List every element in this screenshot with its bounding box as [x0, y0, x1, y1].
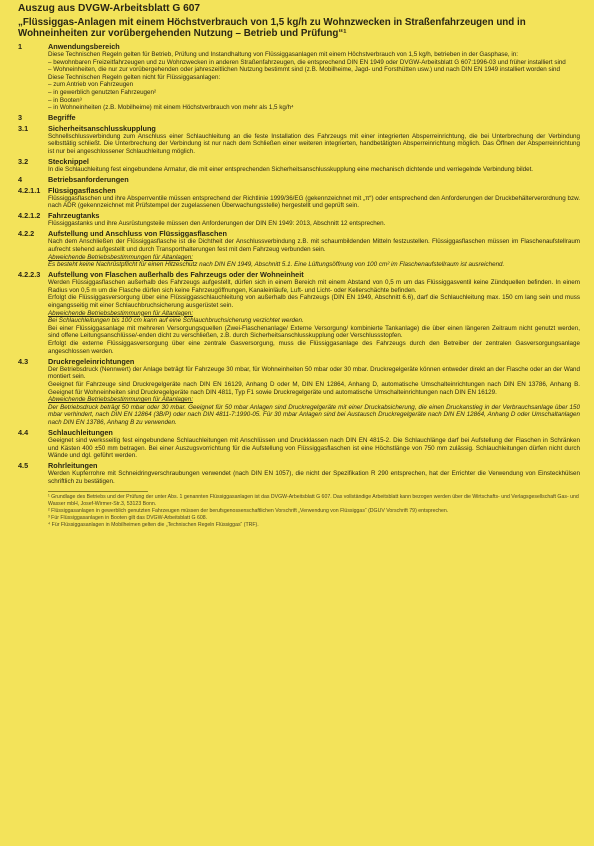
footnote-divider	[48, 491, 148, 492]
section-number: 4.2.1.2	[18, 211, 41, 221]
section-title: Fahrzeugtanks	[48, 211, 100, 221]
section-heading	[18, 211, 580, 220]
paragraph: Geeignet sind werksseitig fest eingebundene Schlauchleitungen mit Anschlüssen und Druckklassen nach DIN EN 4815-2. Die Schlauchlänge darf bei Aufstellung der Flaschen in Schränken und Kästen 400 ±50 mm betragen. Bei einer Auszugsvorrichtung für die Aufstellung von Flüssiggasflaschen ist eine Höchstlänge von 750 mm zulässig. Schlauchleitungen dürfen nicht durch Wände und dgl. geführt werden.	[48, 436, 580, 460]
exception-heading: Abweichende Betriebsbestimmungen für Altanlagen:	[48, 253, 193, 261]
paragraph: – Wohneinheiten, die nur zur vorübergehenden oder jahreszeitlichen Nutzung bestimmt sind (z.B. Mobilheime, Jagd- und Forsthütten usw.) und nach DIN EN 1949 installiert worden sind	[48, 66, 560, 74]
exception-heading: Abweichende Betriebsbestimmungen für Altanlagen:	[48, 396, 193, 404]
section-body	[48, 195, 580, 210]
section-heading	[18, 428, 580, 437]
paragraph: Schnellschlussverbindung zum Anschluss einer Schlauchleitung an die feste Installation des Fahrzeugs mit einer integrierten Absperreinrichtung, die bei Unterbrechung der Verbindung selbsttätig schließt. Die Unterbrechung der Verbindung ist nur nach dem Schließen einer weiteren integrierten, handbetätigten Absperreinrichtung möglich. Das Öffnen der Absperreinrichtung ist nur bei angeschlossener Schlauchleitung möglich.	[48, 132, 580, 155]
section	[18, 229, 580, 268]
paragraph: Geeignet für Fahrzeuge sind Druckregelgeräte nach DIN EN 16129, Anhang D oder M, DIN EN 12864, Anhang D, automatische Umschalteinrichtungen nach DIN EN 13786, Anhang B. Geeignet für Wohneinheiten sind Druckregelgeräte nach DIN 4811, Typ F1 sowie Druckregelgeräte und automatische Umschalteinrichtungen nach DIN EN 16129.	[48, 380, 580, 396]
section-body	[48, 279, 580, 355]
section	[18, 211, 580, 228]
section-body	[48, 51, 580, 112]
section-title: Flüssiggasflaschen	[48, 185, 116, 195]
section	[18, 175, 580, 184]
section-number: 4.5	[18, 461, 29, 471]
paragraph: Werden Kupferrohre mit Schneidringverschraubungen verwendet (nach DIN EN 1057), die nicht der Spezifikation R 290 entsprechen, hat der Errichter die Verwendung von Einsteckhülsen schriftlich zu bestätigen.	[48, 470, 580, 485]
section-number: 4	[18, 175, 23, 185]
section-heading	[18, 461, 580, 470]
paragraph: Flüssiggastanks und ihre Ausrüstungsteile müssen den Anforderungen der DIN EN 1949: 2013, Abschnitt 12 entsprechen.	[48, 220, 386, 228]
section-title: Aufstellung und Anschluss von Flüssiggasflaschen	[48, 229, 227, 239]
document-page	[18, 3, 580, 843]
exception-heading: Abweichende Betriebsbestimmungen für Altanlagen:	[48, 309, 193, 317]
footnote: ⁴ Für Flüssiggasanlagen in Mobilheimen gelten die „Technischen Regeln Flüssiggas“ (TRF).	[48, 521, 259, 528]
section	[18, 157, 580, 174]
section-heading	[18, 157, 580, 166]
section-body	[48, 470, 580, 485]
footnote: ¹ Grundlage des Betriebs und der Prüfung der unter Abs. 1 genannten Flüssiggasanlagen ist das DVGW-Arbeitsblatt G 607. Das vollständige Arbeitsblatt kann bezogen werden über die Wirtschafts- und Verlagsgesellschaft Gas- und Wasser mbH, Josef-Wirmer-Str.3, 53123 Bonn.	[48, 494, 579, 507]
section-body	[48, 220, 580, 228]
sections-container	[18, 42, 580, 485]
section-number: 3	[18, 113, 23, 123]
section-heading	[18, 42, 580, 51]
footnote: ³ Für Flüssiggasanlagen in Booten gilt das DVGW-Arbeitsblatt G 608.	[48, 514, 208, 521]
section-title: Rohrleitungen	[48, 461, 98, 471]
section-heading	[18, 186, 580, 195]
paragraph: Bei einer Flüssiggasanlage mit mehreren Versorgungsquellen (Zwei-Flaschenanlage/ Externe Versorgung/ kombinierte Tankanlage) die über einen längeren Zeitraum nicht genutzt werden, sind offene Leitungsanschlüsse/-enden dicht zu verschließen, z.B. durch Sicherheitsanschlusskupplung oder Verschlussstopfen.	[48, 324, 580, 340]
section-body	[48, 166, 580, 174]
footnote: ² Flüssiggasanlagen in gewerblich genutzten Fahrzeugen müssen der berufsgenossenschaftlichen Vorschrift „Verwendung von Flüssiggas“ (DGUV Vorschrift 79) entsprechen.	[48, 507, 449, 514]
section	[18, 270, 580, 355]
paragraph: Nach dem Anschließen der Flüssiggasflasche ist die Dichtheit der Anschlussverbindung z.B. mit schaumbildenden Mitteln festzustellen. Flüssiggasflaschen müssen im Flaschenaufstellraum aufrecht stehend aufgestellt und durch Transporthalterungen fest mit dem Fahrzeug verbunden sein.	[48, 238, 580, 253]
document-title: Auszug aus DVGW-Arbeitsblatt G 607	[18, 3, 201, 14]
section-body	[48, 437, 580, 460]
section-number: 3.2	[18, 157, 29, 167]
section-heading	[18, 270, 580, 279]
section-title: Begriffe	[48, 113, 76, 123]
section-number: 4.2.1.1	[18, 185, 41, 195]
section	[18, 357, 580, 427]
section-number: 4.2.2.3	[18, 270, 41, 280]
paragraph: – bewohnbaren Freizeitfahrzeugen und zu Wohnzwecken in anderen Straßenfahrzeugen, die entsprechend DIN EN 1949 oder DVGW-Arbeitsblatt G 607:1996-03 und früher installiert sind	[48, 58, 566, 66]
paragraph: Der Betriebsdruck beträgt 50 mbar oder 30 mbar. Geeignet für 50 mbar Anlagen sind Druckregelgeräte mit einer Druckabsicherung, die einen Druckanstieg in der Verbrauchsanlage über 150 mbar verhindert, nach DIN EN 12864 (3B/P) oder nach DIN 4811-7:1990-05. Für 30 mbar Anlagen sind bei Austausch Druckregelgeräte nach DIN EN 12864, Anhang D oder Umschaltanlagen nach DIN EN 13786, Anhang B zu verwenden.	[48, 403, 580, 426]
document-subtitle: „Flüssiggas-Anlagen mit einem Höchstverbrauch von 1,5 kg/h zu Wohnzwecken in Straßenfahrzeugen und in Wohneinheiten zur vorübergehenden Nutzung – Betrieb und Prüfung“¹	[18, 17, 526, 39]
section-heading	[18, 357, 580, 366]
paragraph: Der Betriebsdruck (Nennwert) der Anlage beträgt für Fahrzeuge 30 mbar, für Wohneinheiten 50 mbar oder 30 mbar. Druckregelgeräte können entweder direkt an der Flasche oder an der Wand montiert sein.	[48, 365, 580, 381]
paragraph: Erfolgt die externe Flüssiggasversorgung über eine zentrale Gasversorgung, muss die Flüssiggasanlage des Fahrzeugs durch den Betreiber der zentralen Gasversorgungsanlage angeschlossen werden.	[48, 340, 580, 355]
paragraph: Werden Flüssiggasflaschen außerhalb des Fahrzeugs aufgestellt, dürfen sich in einem Bereich mit einem Abstand von 0,5 m um das Flüssiggasventil keine Zündquellen befinden. In einem Radius von 0,5 m um die Flasche dürfen sich keine Fahrzeugöffnungen, Kanaleinläufe, Luft- und Licht- oder Kellerschächte befinden.	[48, 279, 580, 294]
section	[18, 186, 580, 210]
paragraph: Diese Technischen Regeln gelten für Betrieb, Prüfung und Instandhaltung von Flüssiggasanlagen mit einem Höchstverbrauch von 1,5 kg/h, betrieben in der Gasphase, in:	[48, 51, 518, 58]
section-title: Schlauchleitungen	[48, 427, 113, 437]
section-heading	[18, 124, 580, 133]
section-number: 3.1	[18, 123, 29, 133]
section-number: 4.3	[18, 356, 29, 366]
section-title: Aufstellung von Flaschen außerhalb des Fahrzeugs oder der Wohneinheit	[48, 270, 304, 280]
paragraph: Bei Schlauchleitungen bis 100 cm kann auf eine Schlauchbruchsicherung verzichtet werden.	[48, 317, 304, 325]
section-number: 1	[18, 42, 23, 51]
section-heading	[18, 113, 580, 122]
paragraph: Diese Technischen Regeln gelten nicht für Flüssiggasanlagen:	[48, 73, 221, 81]
paragraph: – in gewerblich genutzten Fahrzeugen²	[48, 88, 157, 96]
section-number: 4.4	[18, 427, 29, 437]
section-body	[48, 366, 580, 427]
section-body	[48, 133, 580, 156]
paragraph: – in Booten³	[48, 96, 82, 104]
section-title: Sicherheitsanschlusskupplung	[48, 123, 156, 133]
footnotes	[48, 494, 580, 528]
section-title: Stecknippel	[48, 157, 89, 167]
section-title: Anwendungsbereich	[48, 42, 120, 51]
section	[18, 124, 580, 156]
paragraph: In die Schlauchleitung fest eingebundene Armatur, die mit einer entsprechenden Sicherheitsanschlusskupplung eine mechanisch dichtende und verriegelnde Verbindung bildet.	[48, 166, 534, 174]
section-title: Druckregeleinrichtungen	[48, 356, 135, 366]
section-heading	[18, 175, 580, 184]
paragraph: Flüssiggasflaschen und ihre Absperrventile müssen entsprechend der Richtlinie 1999/36/EG (gekennzeichnet mit „π“) oder entsprechend den Anforderungen der Druckbehälterverordnung bzw. nach ADR (gekennzeichnet mit Prüfstempel der zugelassenen Überwachungsstelle) hergestellt und geprüft sein.	[48, 194, 580, 210]
section	[18, 113, 580, 122]
section-title: Betriebsanforderungen	[48, 175, 129, 185]
section	[18, 461, 580, 485]
section-body	[48, 238, 580, 268]
section-number: 4.2.2	[18, 229, 35, 239]
paragraph: Es besteht keine Nachrüstpflicht für einen Hitzeschutz nach DIN EN 1949, Abschnitt 5.1. Eine Lüftungsöffnung von 100 cm² im Flaschenaufstellraum ist ausreichend.	[48, 261, 505, 269]
section	[18, 428, 580, 460]
paragraph: Erfolgt die Flüssiggasversorgung über eine Flüssiggasschlauchleitung von außerhalb des Fahrzeugs (DIN EN 1949, Abschnitt 6.6), darf die Schlauchleitung max. 150 cm lang sein und muss eingangsseitig mit einer Schlauchbruchsicherung ausgerüstet sein.	[48, 294, 580, 310]
section	[18, 42, 580, 112]
paragraph: – zum Antrieb von Fahrzeugen	[48, 81, 134, 89]
paragraph: – in Wohneinheiten (z.B. Mobilheime) mit einem Höchstverbrauch von mehr als 1,5 kg/h⁴	[48, 104, 294, 112]
section-heading	[18, 229, 580, 238]
